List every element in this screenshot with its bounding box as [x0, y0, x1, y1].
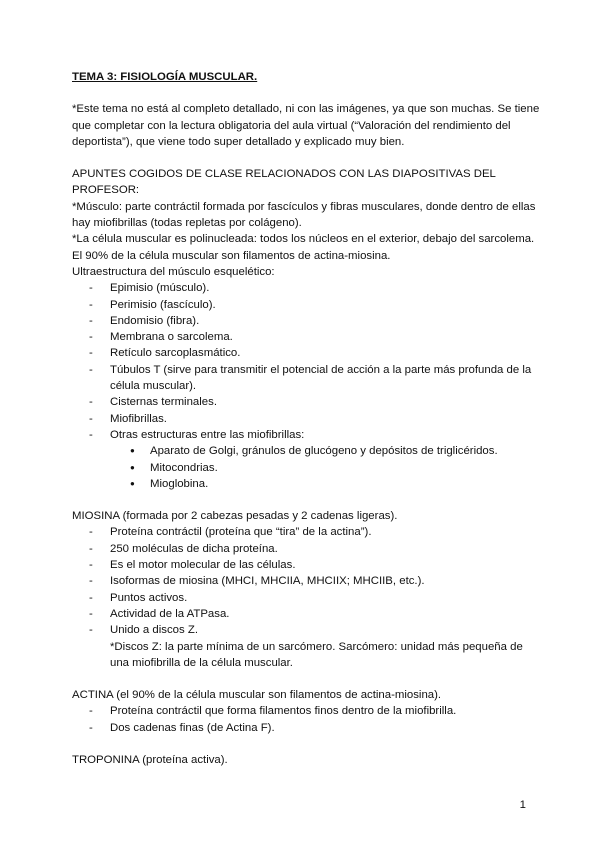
list-item	[72, 427, 542, 492]
list-item: - Miofibrillas.	[72, 411, 542, 427]
list-item: - Epimisio (músculo).	[72, 280, 542, 296]
sub-list-item: ● Mitocondrias.	[110, 460, 542, 476]
paragraph: *Músculo: parte contráctil formada por fascículos y fibras musculares, donde dentro de ellas hay miofibrillas (todas repletas por colágeno).	[72, 200, 536, 230]
document-title: TEMA 3: FISIOLOGÍA MUSCULAR.	[72, 71, 258, 83]
list-item: - Túbulos T (sirve para transmitir el potencial de acción a la parte más profunda de la célula muscular).	[72, 362, 542, 395]
list-item: - Proteína contráctil que forma filamentos finos dentro de la miofibrilla.	[72, 703, 542, 719]
list-item: - Membrana o sarcolema.	[72, 329, 542, 345]
section-heading: APUNTES COGIDOS DE CLASE RELACIONADOS CON LAS DIAPOSITIVAS DEL PROFESOR:	[72, 168, 496, 197]
list-item: - Perimisio (fascículo).	[72, 297, 542, 313]
list-item: - Puntos activos.	[72, 590, 542, 606]
list-item: - Proteína contráctil (proteína que “tira” de la actina”).	[72, 524, 542, 540]
sub-list	[110, 443, 542, 492]
structure-list	[72, 280, 542, 492]
page-content	[72, 69, 542, 768]
actina-list	[72, 703, 542, 736]
miosina-list	[72, 524, 542, 638]
page-number: 1	[519, 799, 526, 811]
list-item: - Retículo sarcoplasmático.	[72, 345, 542, 361]
list-item: - 250 moléculas de dicha proteína.	[72, 541, 542, 557]
list-item: - Unido a discos Z.	[72, 622, 542, 638]
paragraph: El 90% de la célula muscular son filamentos de actina-miosina.	[72, 249, 391, 262]
list-item: - Endomisio (fibra).	[72, 313, 542, 329]
list-item: - Dos cadenas finas (de Actina F).	[72, 720, 542, 736]
list-item: - Actividad de la ATPasa.	[72, 606, 542, 622]
discos-z-note: *Discos Z: la parte mínima de un sarcómero. Sarcómero: unidad más pequeña de una miofibrilla de la célula muscular.	[110, 640, 523, 669]
miosina-heading: MIOSINA (formada por 2 cabezas pesadas y 2 cadenas ligeras).	[72, 510, 398, 523]
troponina-heading: TROPONINA (proteína activa).	[72, 753, 228, 766]
intro-note: *Este tema no está al completo detallado, ni con las imágenes, ya que son muchas. Se tiene que completar con la lectura obligatoria del aula virtual (“Valoración del rendimiento del deportista”), que viene todo super detallado y explicado muy bien.	[72, 103, 540, 148]
list-item: - Es el motor molecular de las células.	[72, 557, 542, 573]
list-item: - Isoformas de miosina (MHCI, MHCIIA, MHCIIX; MHCIIB, etc.).	[72, 573, 542, 589]
list-item-text: Otras estructuras entre las miofibrillas:	[110, 428, 305, 441]
paragraph: *La célula muscular es polinucleada: todos los núcleos en el exterior, debajo del sarcolema.	[72, 233, 535, 246]
sub-list-item: ● Mioglobina.	[110, 476, 542, 492]
sub-list-item: ● Aparato de Golgi, gránulos de glucógeno y depósitos de triglicéridos.	[110, 443, 542, 459]
actina-heading: ACTINA (el 90% de la célula muscular son filamentos de actina-miosina).	[72, 689, 442, 702]
list-item: - Cisternas terminales.	[72, 394, 542, 410]
paragraph: Ultraestructura del músculo esquelético:	[72, 265, 275, 278]
